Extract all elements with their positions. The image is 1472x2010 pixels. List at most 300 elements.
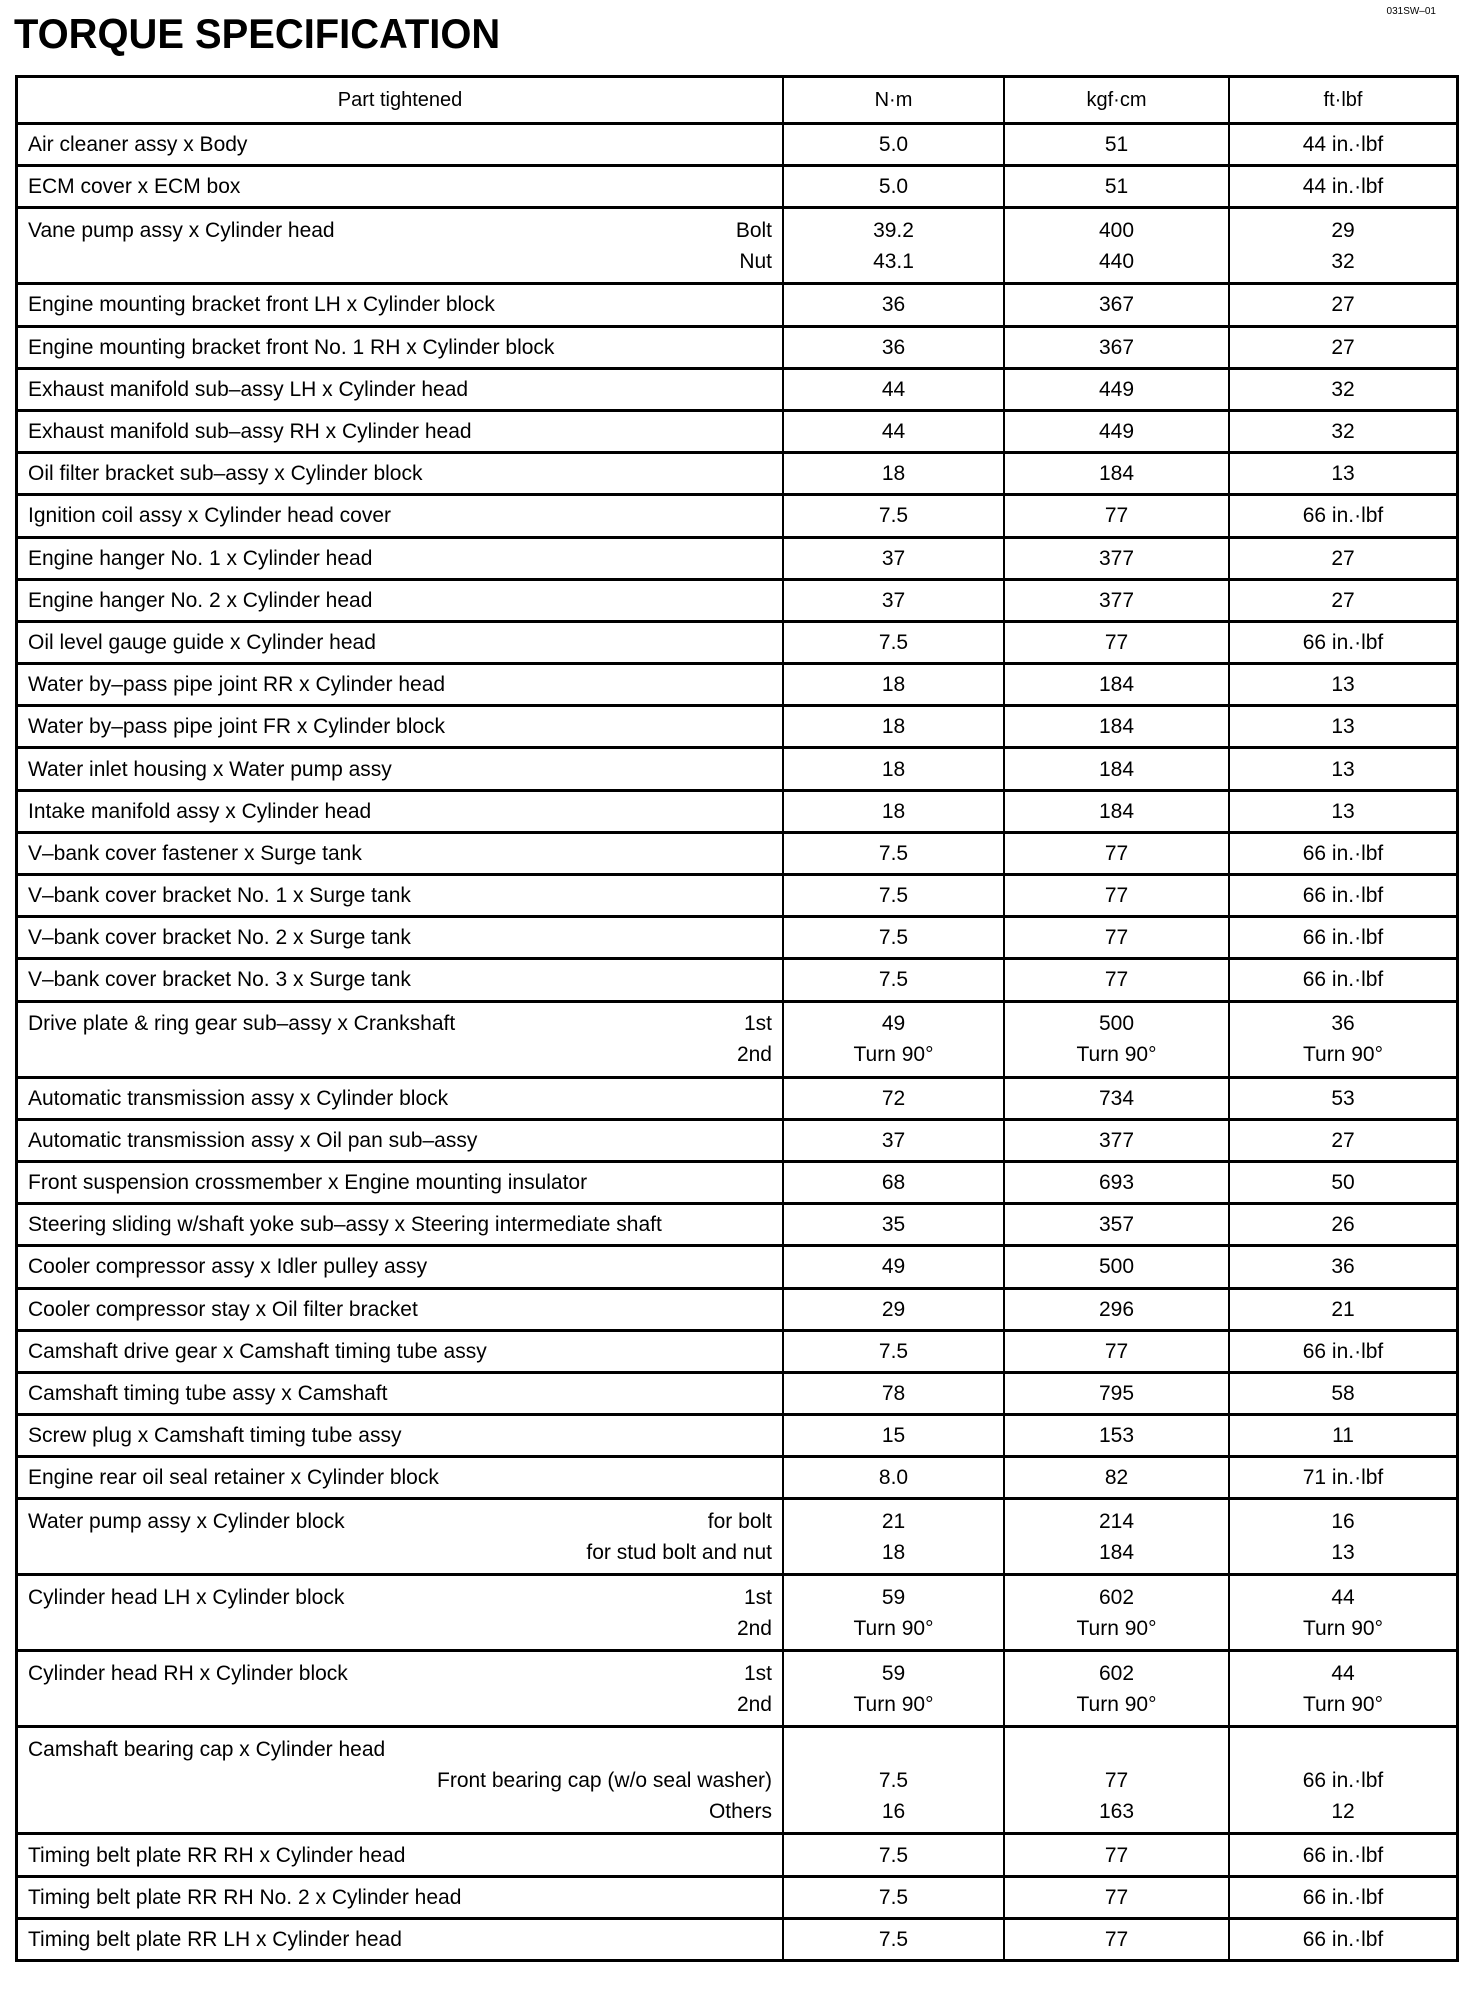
ftlbf-cell (1228, 1652, 1456, 1725)
part-name: Camshaft timing tube assy x Camshaft (28, 1381, 388, 1405)
value-line (1230, 754, 1456, 785)
value-line (784, 458, 1003, 489)
part-name: Exhaust manifold sub–assy RH x Cylinder head (28, 420, 472, 444)
part-line (28, 1083, 772, 1114)
part-cell (18, 285, 782, 324)
value-line (1005, 1582, 1228, 1613)
value-line (784, 1251, 1003, 1282)
part-line (28, 1420, 772, 1451)
value-line (1230, 1294, 1456, 1325)
value-line (1230, 1924, 1456, 1955)
table-row (18, 1875, 1456, 1917)
torque-value-ft: 16 (1331, 1509, 1355, 1533)
value-line (1005, 374, 1228, 405)
value-line (784, 1167, 1003, 1198)
value-line (1230, 1882, 1456, 1913)
ftlbf-cell (1228, 665, 1456, 704)
value-line (784, 1765, 1003, 1796)
ftlbf-cell (1228, 581, 1456, 620)
part-line (28, 585, 772, 616)
part-line (28, 1008, 772, 1039)
part-line (28, 1378, 772, 1409)
part-line (28, 1796, 772, 1827)
kgfcm-cell (1003, 665, 1228, 704)
part-name: V–bank cover bracket No. 1 x Surge tank (28, 884, 411, 908)
ftlbf-cell (1228, 125, 1456, 164)
kgfcm-cell (1003, 1163, 1228, 1202)
part-name: Camshaft drive gear x Camshaft timing tube assy (28, 1339, 487, 1363)
part-line (28, 1251, 772, 1282)
value-line (1005, 1506, 1228, 1537)
part-line (28, 1924, 772, 1955)
kgfcm-cell (1003, 1728, 1228, 1832)
part-line (28, 1582, 772, 1613)
value-line (1230, 1734, 1456, 1765)
table-body (18, 122, 1456, 1959)
part-line (28, 171, 772, 202)
torque-value-ft: 66 in.·lbf (1302, 968, 1384, 992)
torque-value-kgf: 367 (1098, 293, 1135, 317)
torque-value-kgf: 51 (1104, 133, 1129, 157)
torque-value-kgf: 693 (1098, 1171, 1135, 1195)
torque-value-kgf: 184 (1098, 799, 1135, 823)
table-row (18, 164, 1456, 206)
part-line (28, 500, 772, 531)
torque-value-nm: 18 (881, 673, 906, 697)
nm-cell (782, 412, 1003, 451)
part-line (28, 1613, 772, 1644)
value-line (784, 1039, 1003, 1070)
nm-cell (782, 167, 1003, 206)
torque-value-nm: 68 (881, 1171, 906, 1195)
header-nm: N·m (782, 78, 1003, 122)
nm-cell (782, 1121, 1003, 1160)
torque-value-kgf: 77 (1104, 841, 1129, 865)
table-row (18, 325, 1456, 367)
table-row (18, 789, 1456, 831)
value-line (1005, 1613, 1228, 1644)
part-cell (18, 209, 782, 282)
torque-value-kgf: 449 (1098, 420, 1135, 444)
nm-cell (782, 285, 1003, 324)
torque-value-ft: 27 (1331, 293, 1355, 317)
value-line (1230, 585, 1456, 616)
part-name: Ignition coil assy x Cylinder head cover (28, 504, 392, 528)
table-row (18, 1000, 1456, 1076)
torque-value-nm: 7.5 (878, 504, 909, 528)
value-line (1005, 1658, 1228, 1689)
kgfcm-cell (1003, 496, 1228, 535)
part-line (28, 922, 772, 953)
part-name: Cooler compressor stay x Oil filter bracket (28, 1297, 418, 1321)
ftlbf-cell (1228, 539, 1456, 578)
value-line (1230, 1125, 1456, 1156)
value-line (1230, 1209, 1456, 1240)
torque-value-ft: 44 (1331, 1661, 1355, 1685)
value-line (784, 332, 1003, 363)
kgfcm-cell (1003, 539, 1228, 578)
torque-value-ft: 66 in.·lbf (1302, 1927, 1384, 1951)
torque-value-nm: 49 (881, 1255, 906, 1279)
part-name: Timing belt plate RR RH No. 2 x Cylinder head (28, 1885, 462, 1909)
part-name: Front suspension crossmember x Engine mounting insulator (28, 1171, 588, 1195)
table-row (18, 1455, 1456, 1497)
torque-value-nm: 29 (881, 1297, 906, 1321)
table-row (18, 704, 1456, 746)
part-cell (18, 876, 782, 915)
ftlbf-cell (1228, 1458, 1456, 1497)
value-line (1230, 1658, 1456, 1689)
part-name: ECM cover x ECM box (28, 175, 241, 199)
nm-cell (782, 370, 1003, 409)
value-line (1230, 922, 1456, 953)
value-line (1005, 416, 1228, 447)
value-line (784, 1008, 1003, 1039)
value-line (1005, 796, 1228, 827)
torque-value-kgf: 795 (1098, 1381, 1135, 1405)
torque-value-kgf: 296 (1098, 1297, 1135, 1321)
part-line (28, 1294, 772, 1325)
condition-label: 1st (743, 1661, 772, 1685)
part-name: Engine mounting bracket front No. 1 RH x Cylinder block (28, 335, 555, 359)
torque-value-kgf: 602 (1098, 1585, 1135, 1609)
value-line (784, 1613, 1003, 1644)
value-line (1005, 543, 1228, 574)
kgfcm-cell (1003, 1003, 1228, 1076)
kgfcm-cell (1003, 1079, 1228, 1118)
value-line (1005, 215, 1228, 246)
part-name: Engine hanger No. 1 x Cylinder head (28, 546, 373, 570)
value-line (1005, 1008, 1228, 1039)
nm-cell (782, 876, 1003, 915)
part-line (28, 838, 772, 869)
ftlbf-cell (1228, 1290, 1456, 1329)
part-line (28, 1658, 772, 1689)
nm-cell (782, 125, 1003, 164)
value-line (1230, 1613, 1456, 1644)
nm-cell (782, 1163, 1003, 1202)
torque-value-ft: 29 (1331, 218, 1355, 242)
part-line (28, 1125, 772, 1156)
value-line (1005, 922, 1228, 953)
nm-cell (782, 1500, 1003, 1573)
part-line (28, 964, 772, 995)
torque-value-ft: 66 in.·lbf (1302, 926, 1384, 950)
torque-value-kgf: 77 (1104, 1843, 1129, 1867)
value-line (784, 1209, 1003, 1240)
value-line (1230, 215, 1456, 246)
nm-cell (782, 960, 1003, 999)
torque-value-kgf: 500 (1098, 1012, 1135, 1036)
part-line (28, 1209, 772, 1240)
value-line (1005, 1378, 1228, 1409)
nm-cell (782, 665, 1003, 704)
torque-value-kgf: 400 (1098, 218, 1135, 242)
torque-table (15, 75, 1459, 1962)
value-line (1230, 880, 1456, 911)
part-name: Camshaft bearing cap x Cylinder head (28, 1737, 386, 1761)
value-line (1005, 458, 1228, 489)
ftlbf-cell (1228, 834, 1456, 873)
torque-value-nm: 59 (881, 1661, 906, 1685)
part-cell (18, 1728, 782, 1832)
torque-value-nm: 78 (881, 1381, 906, 1405)
table-row (18, 1573, 1456, 1649)
nm-cell (782, 539, 1003, 578)
nm-cell (782, 1652, 1003, 1725)
value-line (1230, 1537, 1456, 1568)
value-line (1005, 880, 1228, 911)
nm-cell (782, 1576, 1003, 1649)
torque-value-ft: 66 in.·lbf (1302, 630, 1384, 654)
value-line (784, 215, 1003, 246)
condition-label: Front bearing cap (w/o seal washer) (437, 1768, 772, 1792)
value-line (1230, 964, 1456, 995)
table-row (18, 1329, 1456, 1371)
nm-cell (782, 581, 1003, 620)
nm-cell (782, 1205, 1003, 1244)
value-line (1005, 711, 1228, 742)
kgfcm-cell (1003, 1247, 1228, 1286)
torque-value-nm: 44 (881, 420, 906, 444)
torque-value-ft: 13 (1331, 1540, 1355, 1564)
part-cell (18, 454, 782, 493)
kgfcm-cell (1003, 285, 1228, 324)
kgfcm-cell (1003, 749, 1228, 788)
torque-value-nm: 18 (881, 715, 906, 739)
ftlbf-cell (1228, 1003, 1456, 1076)
kgfcm-cell (1003, 125, 1228, 164)
nm-cell (782, 707, 1003, 746)
part-name: Water by–pass pipe joint FR x Cylinder block (28, 715, 446, 739)
value-line (1005, 129, 1228, 160)
torque-value-nm: 18 (881, 462, 906, 486)
ftlbf-cell (1228, 370, 1456, 409)
value-line (1230, 1420, 1456, 1451)
part-name: Engine rear oil seal retainer x Cylinder block (28, 1466, 439, 1490)
nm-cell (782, 1835, 1003, 1874)
part-line (28, 1167, 772, 1198)
torque-value-nm: 5.0 (878, 133, 909, 157)
value-line (784, 171, 1003, 202)
part-name: Water pump assy x Cylinder block (28, 1509, 345, 1533)
ftlbf-cell (1228, 1878, 1456, 1917)
kgfcm-cell (1003, 1878, 1228, 1917)
nm-cell (782, 496, 1003, 535)
part-line (28, 246, 772, 277)
kgfcm-cell (1003, 960, 1228, 999)
part-cell (18, 496, 782, 535)
torque-value-nm: 7.5 (878, 1843, 909, 1867)
part-line (28, 458, 772, 489)
ftlbf-cell (1228, 167, 1456, 206)
value-line (1230, 1083, 1456, 1114)
value-line (1005, 1689, 1228, 1720)
value-line (1005, 332, 1228, 363)
table-row (18, 1649, 1456, 1725)
kgfcm-cell (1003, 581, 1228, 620)
part-name: Exhaust manifold sub–assy LH x Cylinder head (28, 377, 469, 401)
table-row (18, 915, 1456, 957)
torque-value-nm: 5.0 (878, 175, 909, 199)
ftlbf-cell (1228, 1500, 1456, 1573)
value-line (1005, 1209, 1228, 1240)
value-line (1005, 669, 1228, 700)
ftlbf-cell (1228, 1920, 1456, 1959)
part-name: V–bank cover bracket No. 3 x Surge tank (28, 968, 411, 992)
kgfcm-cell (1003, 918, 1228, 957)
torque-value-nm: 18 (881, 1540, 906, 1564)
value-line (1005, 1167, 1228, 1198)
part-cell (18, 1416, 782, 1455)
nm-cell (782, 1290, 1003, 1329)
part-line (28, 796, 772, 827)
part-line (28, 880, 772, 911)
ftlbf-cell (1228, 1416, 1456, 1455)
torque-value-kgf: 163 (1098, 1799, 1135, 1823)
table-row (18, 1832, 1456, 1874)
torque-value-ft: 44 in.·lbf (1302, 133, 1384, 157)
value-line (1230, 1039, 1456, 1070)
torque-value-ft: 66 in.·lbf (1302, 884, 1384, 908)
torque-value-kgf: 449 (1098, 377, 1135, 401)
table-row (18, 1917, 1456, 1959)
value-line (1005, 754, 1228, 785)
torque-value-ft: 66 in.·lbf (1302, 1339, 1384, 1363)
value-line (1005, 1734, 1228, 1765)
value-line (784, 129, 1003, 160)
kgfcm-cell (1003, 412, 1228, 451)
table-row (18, 831, 1456, 873)
table-row (18, 1371, 1456, 1413)
part-cell (18, 1374, 782, 1413)
ftlbf-cell (1228, 328, 1456, 367)
part-line (28, 754, 772, 785)
ftlbf-cell (1228, 1728, 1456, 1832)
ftlbf-cell (1228, 209, 1456, 282)
part-cell (18, 1835, 782, 1874)
nm-cell (782, 792, 1003, 831)
value-line (1005, 1882, 1228, 1913)
torque-value-nm: 59 (881, 1585, 906, 1609)
part-cell (18, 1003, 782, 1076)
torque-value-nm: 37 (881, 1128, 906, 1152)
nm-cell (782, 1003, 1003, 1076)
part-name: Engine mounting bracket front LH x Cylinder block (28, 293, 495, 317)
torque-value-nm: 35 (881, 1213, 906, 1237)
torque-value-nm: 39.2 (873, 218, 914, 242)
torque-value-ft: 66 in.·lbf (1302, 1843, 1384, 1867)
nm-cell (782, 1458, 1003, 1497)
torque-value-nm: 37 (881, 546, 906, 570)
value-line (1005, 171, 1228, 202)
part-name: Water inlet housing x Water pump assy (28, 757, 392, 781)
kgfcm-cell (1003, 1290, 1228, 1329)
torque-value-nm: 72 (881, 1086, 906, 1110)
part-cell (18, 412, 782, 451)
value-line (1230, 246, 1456, 277)
torque-value-ft: 71 in.·lbf (1302, 1466, 1384, 1490)
value-line (1230, 374, 1456, 405)
value-line (1230, 1462, 1456, 1493)
part-cell (18, 1652, 782, 1725)
part-name: V–bank cover fastener x Surge tank (28, 841, 362, 865)
part-cell (18, 918, 782, 957)
part-line (28, 669, 772, 700)
value-line (784, 416, 1003, 447)
torque-value-kgf: Turn 90° (1076, 1692, 1157, 1716)
torque-value-nm: 43.1 (873, 249, 914, 273)
torque-value-ft: 11 (1332, 1424, 1354, 1448)
torque-value-kgf: 77 (1104, 884, 1129, 908)
part-cell (18, 960, 782, 999)
torque-value-kgf: 184 (1098, 1540, 1135, 1564)
torque-value-kgf: 184 (1098, 715, 1135, 739)
part-cell (18, 125, 782, 164)
nm-cell (782, 454, 1003, 493)
header-part: Part tightened (337, 88, 463, 111)
value-line (1230, 416, 1456, 447)
condition-label: Nut (739, 249, 772, 273)
part-cell (18, 1290, 782, 1329)
part-line (28, 711, 772, 742)
table-row (18, 1202, 1456, 1244)
part-cell (18, 328, 782, 367)
value-line (1005, 246, 1228, 277)
part-cell (18, 1576, 782, 1649)
part-line (28, 543, 772, 574)
torque-value-nm: Turn 90° (853, 1616, 934, 1640)
table-row (18, 1725, 1456, 1832)
torque-value-ft: Turn 90° (1303, 1616, 1383, 1640)
part-line (28, 1537, 772, 1568)
value-line (784, 1083, 1003, 1114)
value-line (784, 922, 1003, 953)
table-row (18, 536, 1456, 578)
torque-value-ft: Turn 90° (1303, 1043, 1383, 1067)
ftlbf-cell (1228, 707, 1456, 746)
part-line (28, 1840, 772, 1871)
torque-value-kgf: 77 (1104, 630, 1129, 654)
nm-cell (782, 328, 1003, 367)
value-line (784, 585, 1003, 616)
part-line (28, 627, 772, 658)
torque-value-kgf: 77 (1104, 1339, 1129, 1363)
torque-value-nm: 18 (881, 757, 906, 781)
ftlbf-cell (1228, 1576, 1456, 1649)
kgfcm-cell (1003, 1121, 1228, 1160)
value-line (1230, 1336, 1456, 1367)
part-cell (18, 1163, 782, 1202)
ftlbf-cell (1228, 1079, 1456, 1118)
value-line (1230, 543, 1456, 574)
value-line (784, 1294, 1003, 1325)
value-line (784, 1658, 1003, 1689)
condition-label: 1st (743, 1012, 772, 1036)
value-line (784, 838, 1003, 869)
value-line (784, 1882, 1003, 1913)
part-line (28, 374, 772, 405)
part-cell (18, 1920, 782, 1959)
torque-value-nm: 7.5 (878, 968, 909, 992)
value-line (1005, 1420, 1228, 1451)
value-line (784, 1506, 1003, 1537)
value-line (784, 246, 1003, 277)
torque-value-kgf: 77 (1104, 504, 1129, 528)
value-line (1005, 1765, 1228, 1796)
part-name: Timing belt plate RR RH x Cylinder head (28, 1843, 406, 1867)
torque-value-kgf: 367 (1098, 335, 1135, 359)
